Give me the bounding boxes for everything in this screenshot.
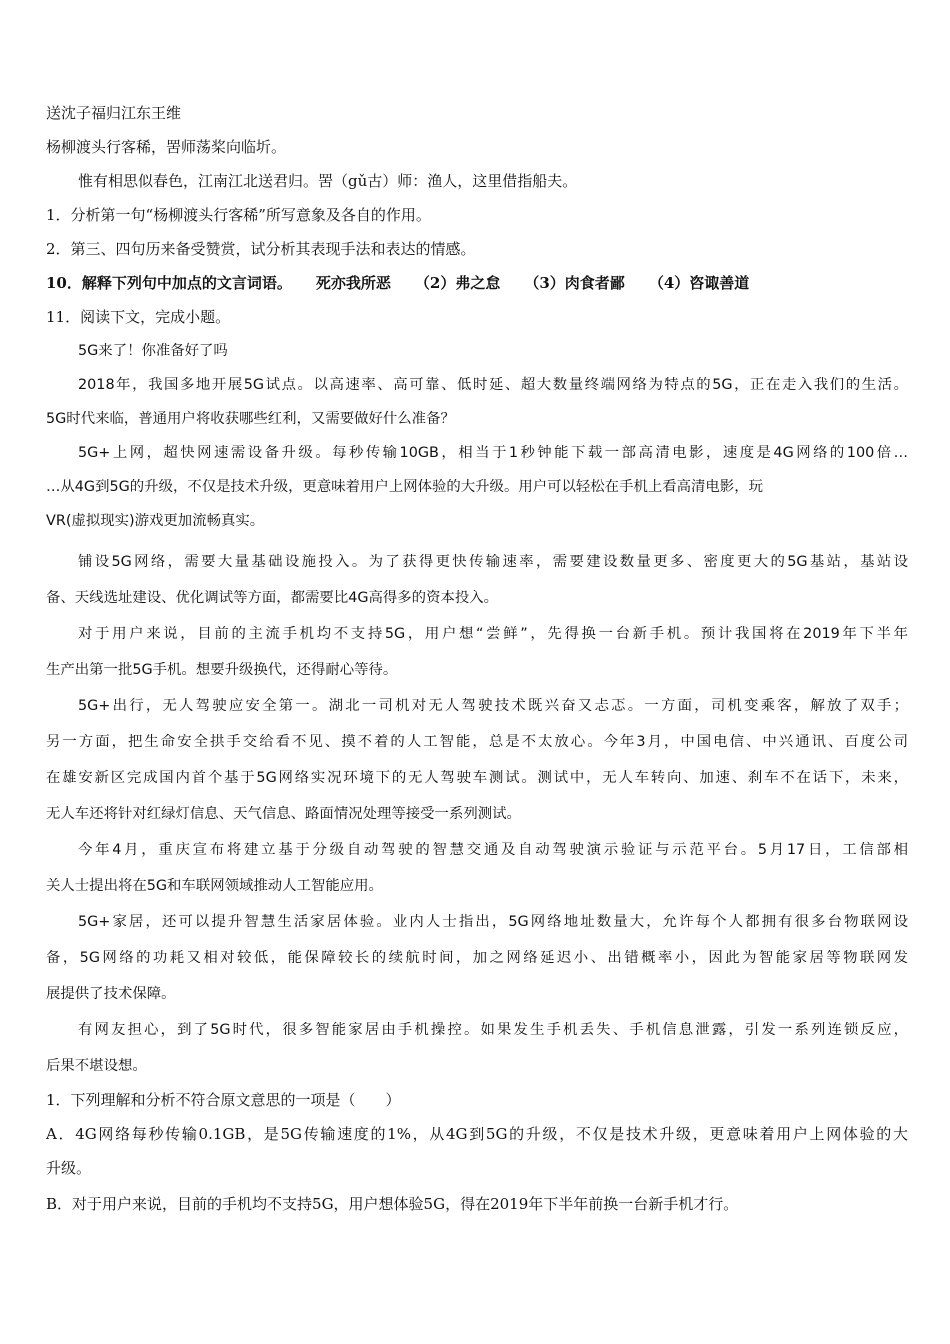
article-line: 5G+家居，还可以提升智慧生活家居体验。业内人士指出，5G网络地址数量大，允许每个人都拥有很多台物联网设: [78, 914, 908, 930]
article-line: 在雄安新区完成国内首个基于5G网络实况环境下的无人驾驶车测试。测试中，无人车转向、加速、刹车不在话下，未来，: [46, 770, 908, 786]
article-line: 生产出第一批5G手机。想要升级换代，还得耐心等待。: [46, 662, 398, 678]
article-line: 后果不堪设想。: [46, 1058, 147, 1074]
question-10-stem: 10．解释下列句中加点的文言词语。: [46, 274, 292, 292]
article-line: 2018年，我国多地开展5G试点。以高速率、高可靠、低时延、超大数量终端网络为特点的5G，正在走入我们的生活。: [78, 377, 908, 393]
article-line: 另一方面，把生命安全拱手交给看不见、摸不着的人工智能，总是不太放心。今年3月，中国电信、中兴通讯、百度公司: [46, 734, 908, 750]
poem-line-2: 惟有相思似春色，江南江北送君归。罟（gǔ古）师：渔人，这里借指船夫。: [78, 172, 578, 190]
article-title: 5G来了！你准备好了吗: [78, 343, 228, 359]
question-10-item-3: （3）肉食者鄙: [524, 274, 625, 292]
article-line: 5G+上网，超快网速需设备升级。每秒传输10GB，相当于1秒钟能下载一部高清电影，速度是4G网络的100倍…: [78, 445, 908, 461]
option-a-line-1: A．4G网络每秒传输0.1GB，是5G传输速度的1%，从4G到5G的升级，不仅是技术升级，更意味着用户上网体验的大: [46, 1125, 908, 1143]
question-10-item-2: （2）弗之怠: [414, 274, 501, 292]
question-11-stem: 11．阅读下文，完成小题。: [46, 308, 231, 326]
sub-question-stem: 1．下列理解和分析不符合原文意思的一项是（ ）: [46, 1091, 401, 1109]
article-line: 有网友担心，到了5G时代，很多智能家居由手机操控。如果发生手机丢失、手机信息泄露，引发一系列连锁反应，: [78, 1022, 908, 1038]
article-line: 关人士提出将在5G和车联网领域推动人工智能应用。: [46, 878, 383, 894]
poem-line-1: 杨柳渡头行客稀，罟师荡桨向临圻。: [46, 138, 287, 156]
poem-question-2: 2．第三、四句历来备受赞赏，试分析其表现手法和表达的情感。: [46, 240, 476, 258]
option-a-line-2: 升级。: [46, 1159, 92, 1177]
article-line: 铺设5G网络，需要大量基础设施投入。为了获得更快传输速率，需要建设数量更多、密度更大的5G基站，基站设: [78, 554, 908, 570]
article-line: 今年4月，重庆宣布将建立基于分级自动驾驶的智慧交通及自动驾驶演示验证与示范平台。5月17日，工信部相: [78, 842, 908, 858]
article-line: 5G+出行，无人驾驶应安全第一。湖北一司机对无人驾驶技术既兴奋又忐忑。一方面，司机变乘客，解放了双手；: [78, 698, 908, 714]
article-line: 5G时代来临，普通用户将收获哪些红利，又需要做好什么准备？: [46, 411, 455, 427]
article-line: VR(虚拟现实)游戏更加流畅真实。: [46, 513, 265, 529]
article-line: 备、天线选址建设、优化调试等方面，都需要比4G高得多的资本投入。: [46, 590, 499, 606]
article-line: 对于用户来说，目前的主流手机均不支持5G，用户想“尝鲜”，先得换一台新手机。预计我国将在2019年下半年: [78, 626, 908, 642]
question-10-item-1: 死亦我所恶: [315, 274, 391, 292]
option-b: B．对于用户来说，目前的手机均不支持5G，用户想体验5G，得在2019年下半年前换一台新手机才行。: [46, 1195, 739, 1213]
question-10: [46, 272, 908, 294]
article-line: 无人车还将针对红绿灯信息、天气信息、路面情况处理等接受一系列测试。: [46, 806, 521, 822]
poem-question-1: 1．分析第一句“杨柳渡头行客稀”所写意象及各自的作用。: [46, 206, 431, 224]
question-10-item-4: （4）咨诹善道: [648, 274, 750, 292]
poem-title: 送沈子福归江东王维: [46, 104, 182, 122]
article-line: 展提供了技术保障。: [46, 986, 176, 1002]
article-line: …从4G到5G的升级，不仅是技术升级，更意味着用户上网体验的大升级。用户可以轻松在手机上看高清电影，玩: [46, 479, 763, 495]
article-line: 备，5G网络的功耗又相对较低，能保障较长的续航时间，加之网络延迟小、出错概率小，因此为智能家居等物联网发: [46, 950, 908, 966]
